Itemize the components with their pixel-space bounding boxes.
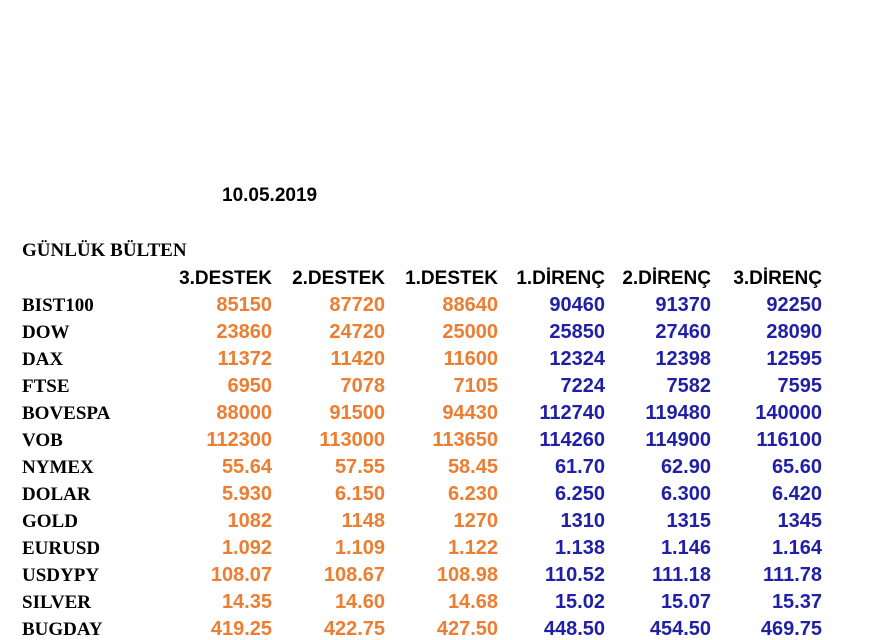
support-value: 422.75 xyxy=(323,618,385,640)
header-support-2: 2.DESTEK xyxy=(292,268,385,289)
support-value: 112300 xyxy=(206,429,272,451)
resistance-value: 119480 xyxy=(645,402,711,424)
instrument-name: FTSE xyxy=(22,376,70,397)
resistance-value: 15.37 xyxy=(771,591,822,613)
support-value: 6.230 xyxy=(447,483,498,505)
support-value: 1270 xyxy=(453,510,498,532)
support-value: 108.67 xyxy=(323,564,385,586)
support-value: 108.98 xyxy=(436,564,498,586)
support-value: 25000 xyxy=(442,321,498,343)
resistance-value: 7582 xyxy=(666,375,711,397)
support-value: 1148 xyxy=(341,510,385,532)
resistance-value: 12324 xyxy=(549,348,605,370)
resistance-value: 7224 xyxy=(560,375,605,397)
resistance-value: 140000 xyxy=(755,402,822,424)
resistance-value: 116100 xyxy=(756,429,822,451)
header-support-1: 1.DESTEK xyxy=(405,268,498,289)
support-value: 14.68 xyxy=(447,591,498,613)
bulletin-date: 10.05.2019 xyxy=(222,185,318,206)
resistance-value: 6.420 xyxy=(771,483,822,505)
table-row xyxy=(0,319,869,346)
table-row xyxy=(0,454,869,481)
instrument-name: BOVESPA xyxy=(22,403,111,424)
resistance-value: 61.70 xyxy=(554,456,605,478)
support-value: 113650 xyxy=(432,429,498,451)
support-value: 24720 xyxy=(329,321,385,343)
resistance-value: 62.90 xyxy=(660,456,711,478)
support-value: 14.35 xyxy=(221,591,272,613)
resistance-value: 1.146 xyxy=(660,537,711,559)
support-value: 1.122 xyxy=(447,537,498,559)
support-value: 6950 xyxy=(227,375,272,397)
header-resistance-2: 2.DİRENÇ xyxy=(622,268,711,289)
instrument-name: DOW xyxy=(22,322,70,343)
support-value: 427.50 xyxy=(436,618,498,640)
table-row xyxy=(0,400,869,427)
header-resistance-3: 3.DİRENÇ xyxy=(733,268,822,289)
resistance-value: 114900 xyxy=(645,429,711,451)
resistance-value: 454.50 xyxy=(649,618,711,640)
instrument-name: BIST100 xyxy=(22,295,94,316)
table-row xyxy=(0,616,869,640)
support-value: 94430 xyxy=(442,402,498,424)
table-row xyxy=(0,535,869,562)
support-value: 88000 xyxy=(216,402,272,424)
instrument-name: EURUSD xyxy=(22,538,101,559)
support-value: 11372 xyxy=(217,348,272,370)
resistance-value: 25850 xyxy=(549,321,605,343)
resistance-value: 15.07 xyxy=(660,591,711,613)
resistance-value: 27460 xyxy=(655,321,711,343)
resistance-value: 12398 xyxy=(655,348,711,370)
support-value: 57.55 xyxy=(334,456,385,478)
table-row xyxy=(0,346,869,373)
support-value: 6.150 xyxy=(334,483,385,505)
resistance-value: 6.250 xyxy=(554,483,605,505)
support-value: 113000 xyxy=(319,429,385,451)
table-row xyxy=(0,373,869,400)
table-row xyxy=(0,481,869,508)
resistance-value: 65.60 xyxy=(771,456,822,478)
table-header xyxy=(0,265,869,292)
instrument-name: USDYPY xyxy=(22,565,100,586)
support-value: 5.930 xyxy=(221,483,272,505)
resistance-value: 111.78 xyxy=(763,564,822,586)
table-row xyxy=(0,427,869,454)
support-value: 11420 xyxy=(330,348,385,370)
resistance-value: 6.300 xyxy=(660,483,711,505)
support-value: 11600 xyxy=(443,348,498,370)
resistance-value: 7595 xyxy=(777,375,822,397)
support-value: 85150 xyxy=(216,294,272,316)
instrument-name: SILVER xyxy=(22,592,92,613)
resistance-value: 1.138 xyxy=(554,537,605,559)
instrument-name: GOLD xyxy=(22,511,78,532)
instrument-name: DOLAR xyxy=(22,484,91,505)
support-value: 419.25 xyxy=(210,618,272,640)
resistance-value: 90460 xyxy=(549,294,605,316)
table-row xyxy=(0,508,869,535)
resistance-value: 110.52 xyxy=(544,564,605,586)
support-value: 87720 xyxy=(329,294,385,316)
header-support-3: 3.DESTEK xyxy=(179,268,272,289)
support-value: 108.07 xyxy=(210,564,272,586)
support-value: 7105 xyxy=(453,375,498,397)
support-value: 14.60 xyxy=(334,591,385,613)
resistance-value: 91370 xyxy=(655,294,711,316)
resistance-value: 448.50 xyxy=(543,618,605,640)
instrument-name: VOB xyxy=(22,430,63,451)
instrument-name: BUGDAY xyxy=(22,619,103,640)
resistance-value: 114260 xyxy=(539,429,605,451)
resistance-value: 92250 xyxy=(766,294,822,316)
table-row xyxy=(0,589,869,616)
support-value: 58.45 xyxy=(447,456,498,478)
bulletin-title: GÜNLÜK BÜLTEN xyxy=(22,240,187,261)
support-value: 1.109 xyxy=(334,537,385,559)
support-value: 23860 xyxy=(216,321,272,343)
resistance-value: 15.02 xyxy=(554,591,605,613)
resistance-value: 1345 xyxy=(777,510,822,532)
header-resistance-1: 1.DİRENÇ xyxy=(516,268,605,289)
support-value: 91500 xyxy=(329,402,385,424)
support-value: 1.092 xyxy=(221,537,272,559)
support-value: 55.64 xyxy=(221,456,272,478)
instrument-name: NYMEX xyxy=(22,457,94,478)
instrument-name: DAX xyxy=(22,349,64,370)
support-value: 7078 xyxy=(340,375,385,397)
resistance-value: 28090 xyxy=(766,321,822,343)
resistance-value: 112740 xyxy=(539,402,605,424)
resistance-value: 1.164 xyxy=(771,537,822,559)
resistance-value: 469.75 xyxy=(760,618,822,640)
resistance-value: 12595 xyxy=(766,348,822,370)
support-value: 1082 xyxy=(227,510,272,532)
table-row xyxy=(0,292,869,319)
resistance-value: 1310 xyxy=(560,510,605,532)
support-value: 88640 xyxy=(442,294,498,316)
resistance-value: 111.18 xyxy=(652,564,711,586)
resistance-value: 1315 xyxy=(666,510,711,532)
table-row xyxy=(0,562,869,589)
